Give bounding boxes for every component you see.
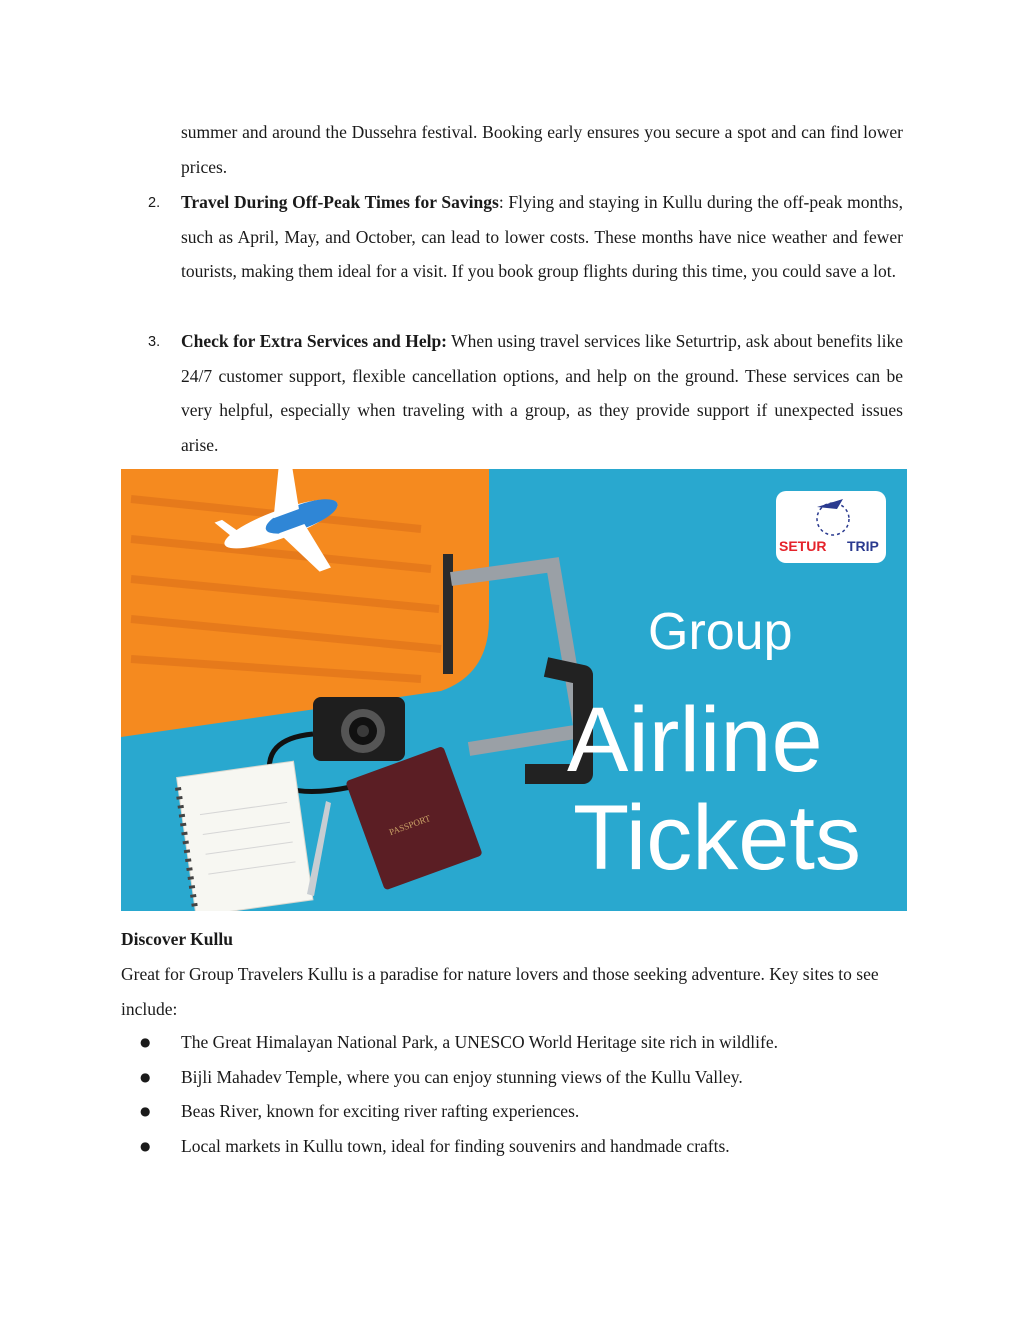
- section-heading: Discover Kullu: [121, 929, 233, 949]
- passport-label: PASSPORT: [387, 813, 432, 838]
- intro-paragraph: summer and around the Dussehra festival. Booking early ensures you secure a spot and can find lower prices.: [181, 122, 903, 177]
- tip-item: [181, 185, 903, 289]
- bullet-icon: ●: [140, 1139, 151, 1153]
- bullet-icon: ●: [140, 1104, 151, 1118]
- list-number: 2.: [148, 195, 161, 211]
- hero-word-tickets: Tickets: [573, 787, 861, 889]
- tip-text: When using travel services like Seturtrip, ask about benefits like 24/7 customer support, flexible cancellation options, and help on the ground. These services can be very helpful, especially when traveling with a group, as they provide support if unexpected issues arise.: [181, 331, 903, 456]
- tip-separator: :: [498, 192, 504, 212]
- list-item: [140, 1067, 743, 1088]
- list-item-text: Bijli Mahadev Temple, where you can enjoy stunning views of the Kullu Valley.: [181, 1067, 743, 1087]
- list-item: [140, 1032, 778, 1053]
- hero-image: [121, 469, 907, 911]
- section-intro: Great for Group Travelers Kullu is a paradise for nature lovers and those seeking adventure. Key sites to see include:: [121, 964, 879, 1019]
- list-item-text: Local markets in Kullu town, ideal for finding souvenirs and handmade crafts.: [181, 1136, 730, 1156]
- logo-text-right: TRIP: [847, 538, 879, 554]
- logo-text-left: SETUR: [779, 538, 827, 554]
- hero-word-airline: Airline: [567, 689, 823, 791]
- list-item: [140, 1136, 730, 1157]
- tip-text: Flying and staying in Kullu during the off-peak months, such as April, May, and October, can lead to lower costs. These months have nice weather and fewer tourists, making them ideal for a visit. If you book group flights during this time, you could save a lot.: [181, 192, 903, 282]
- list-item: [140, 1101, 579, 1122]
- list-number: 3.: [148, 334, 161, 350]
- list-item-text: The Great Himalayan National Park, a UNESCO World Heritage site rich in wildlife.: [181, 1032, 778, 1052]
- hero-word-group: Group: [648, 603, 793, 661]
- company-logo: [776, 491, 886, 563]
- bullet-icon: ●: [140, 1070, 151, 1084]
- bullet-icon: ●: [140, 1035, 151, 1049]
- tip-item: [181, 324, 903, 463]
- tip-title: Travel During Off-Peak Times for Savings: [181, 192, 499, 212]
- list-item-text: Beas River, known for exciting river rafting experiences.: [181, 1101, 580, 1121]
- notebook-illustration: [177, 761, 313, 911]
- tip-title: Check for Extra Services and Help:: [181, 331, 448, 351]
